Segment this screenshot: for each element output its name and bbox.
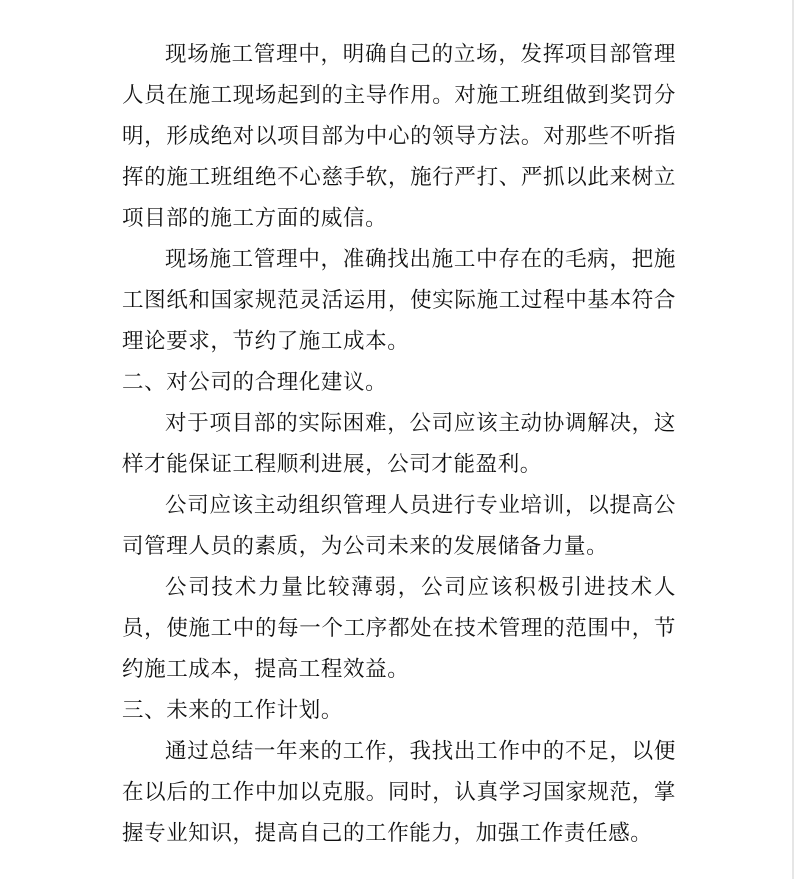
paragraph-suggestion-technical-staff: 公司技术力量比较薄弱，公司应该积极引进技术人员，使施工中的每一个工序都处在技术管理的范围中，节约施工成本，提高工程效益。 (122, 575, 676, 682)
section-heading-future-plan: 三、未来的工作计划。 (122, 698, 344, 723)
paragraph-site-management-authority: 现场施工管理中，明确自己的立场，发挥项目部管理人员在施工现场起到的主导作用。对施工班组做到奖罚分明，形成绝对以项目部为中心的领导方法。对那些不听指挥的施工班组绝不心慈手软，施行严打、严抓以此来树立项目部的施工方面的威信。 (122, 42, 676, 231)
paragraph-future-plan: 通过总结一年来的工作，我找出工作中的不足，以便在以后的工作中加以克服。同时，认真学习国家规范，掌握专业知识，提高自己的工作能力，加强工作责任感。 (122, 739, 676, 846)
paragraph-site-management-problems: 现场施工管理中，准确找出施工中存在的毛病，把施工图纸和国家规范灵活运用，使实际施工过程中基本符合理论要求，节约了施工成本。 (122, 247, 676, 354)
document-body (122, 34, 676, 854)
section-heading-suggestions: 二、对公司的合理化建议。 (122, 370, 388, 395)
paragraph-suggestion-training: 公司应该主动组织管理人员进行专业培训，以提高公司管理人员的素质，为公司未来的发展储备力量。 (122, 493, 676, 559)
paragraph-suggestion-coordination: 对于项目部的实际困难，公司应该主动协调解决，这样才能保证工程顺利进展，公司才能盈利。 (122, 411, 676, 477)
